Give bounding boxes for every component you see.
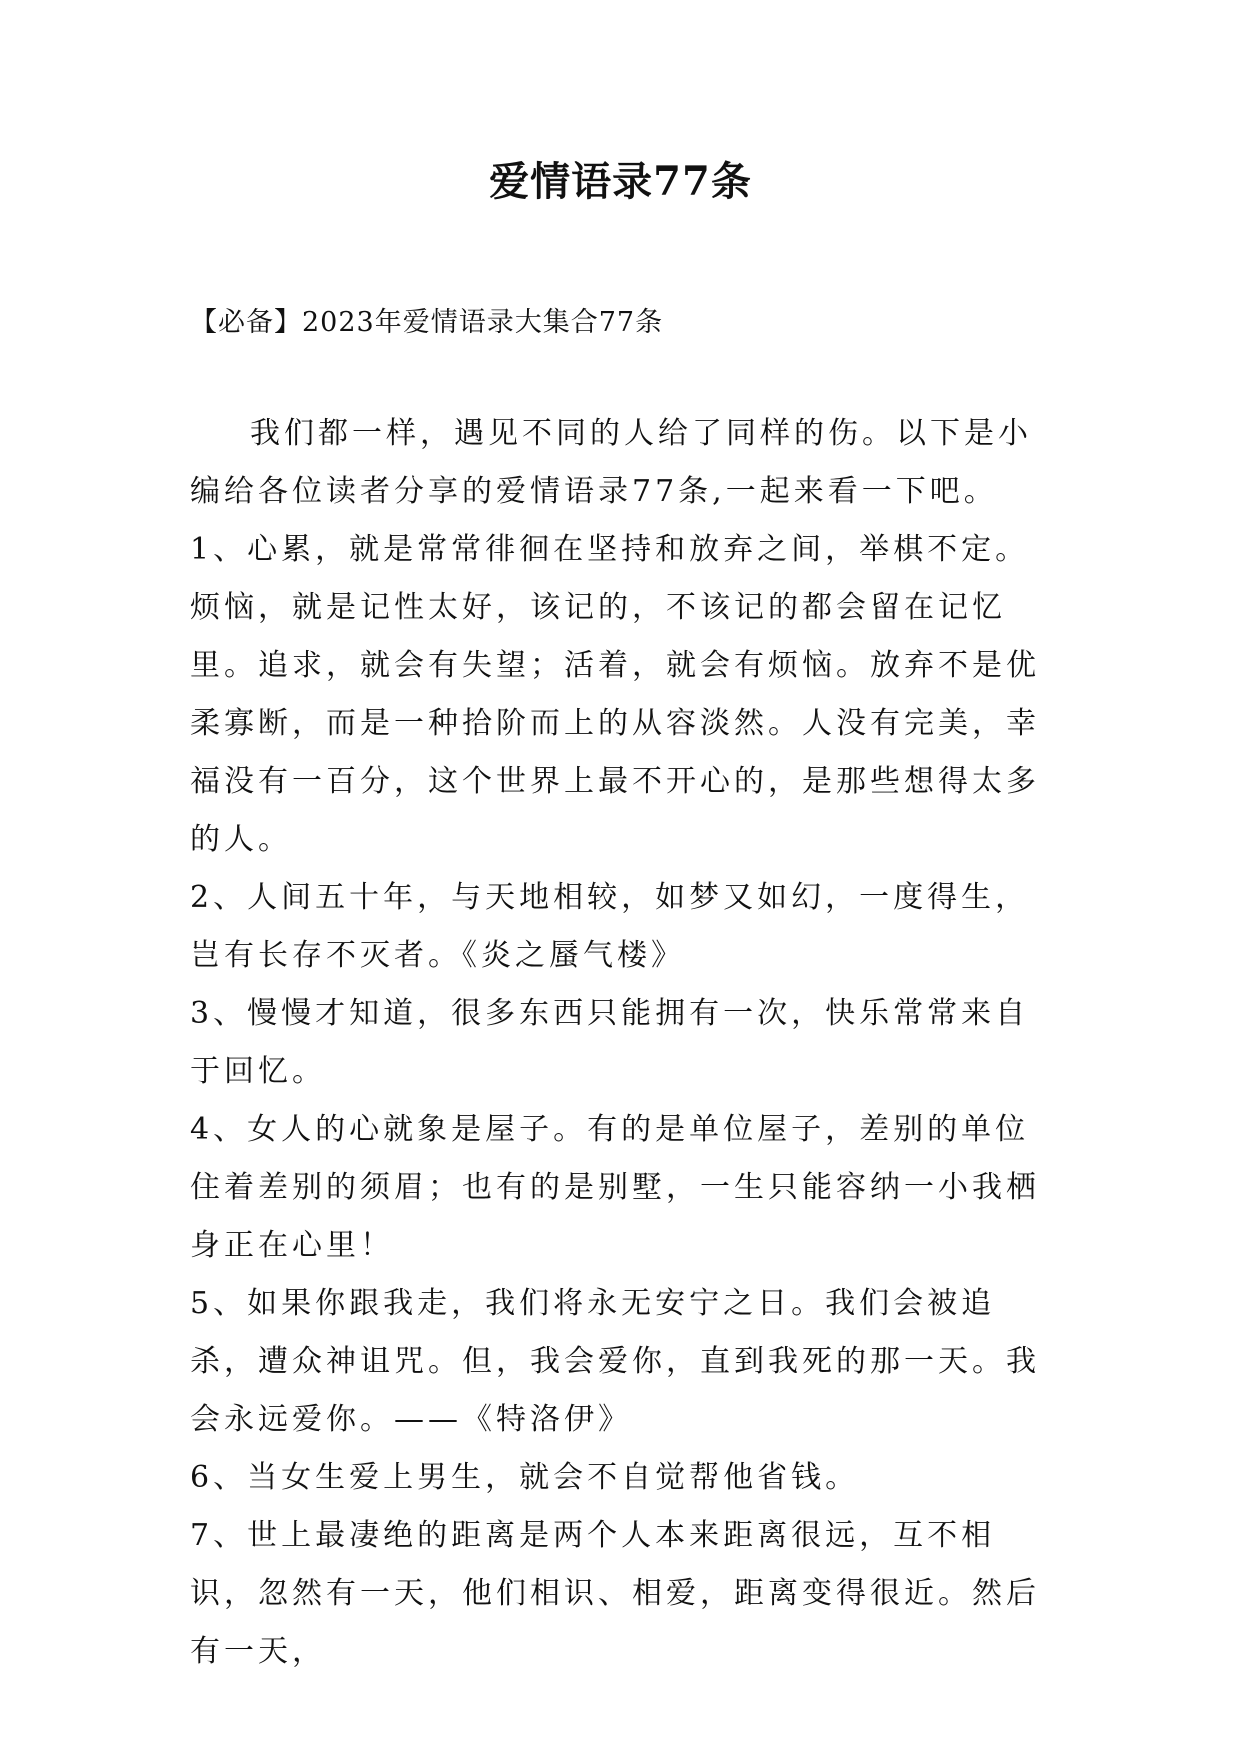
document-subtitle: 【必备】2023年爱情语录大集合77条 (190, 307, 664, 338)
document-title: 爱情语录77条 (489, 158, 752, 205)
quote-paragraph-7: 7、世上最凄绝的距离是两个人本来距离很远，互不相识，忽然有一天，他们相识、相爱，距离变得很近。然后有一天， (190, 1518, 1040, 1669)
quote-paragraph-3: 3、慢慢才知道，很多东西只能拥有一次，快乐常常来自于回忆。 (190, 996, 1030, 1089)
quote-paragraph-6: 6、当女生爱上男生，就会不自觉帮他省钱。 (190, 1460, 860, 1495)
quote-paragraph-4: 4、女人的心就象是屋子。有的是单位屋子，差别的单位住着差别的须眉；也有的是别墅，一生只能容纳一小我栖身正在心里！ (190, 1112, 1040, 1263)
quote-paragraph-5: 5、如果你跟我走，我们将永无安宁之日。我们会被追杀，遭众神诅咒。但，我会爱你，直到我死的那一天。我会永远爱你。——《特洛伊》 (190, 1286, 1040, 1437)
intro-paragraph: 我们都一样，遇见不同的人给了同样的伤。以下是小编给各位读者分享的爱情语录77条,一起来看一下吧。 (190, 416, 1032, 509)
quote-paragraph-2: 2、人间五十年，与天地相较，如梦又如幻，一度得生，岂有长存不灭者。《炎之蜃气楼》 (190, 880, 1030, 973)
quote-paragraph-1: 1、心累，就是常常徘徊在坚持和放弃之间，举棋不定。烦恼，就是记性太好，该记的，不该记的都会留在记忆里。追求，就会有失望；活着，就会有烦恼。放弃不是优柔寡断，而是一种拾阶而上的从容淡然。人没有完美，幸福没有一百分，这个世界上最不开心的，是那些想得太多的人。 (190, 532, 1040, 857)
document-body (190, 405, 1060, 1681)
